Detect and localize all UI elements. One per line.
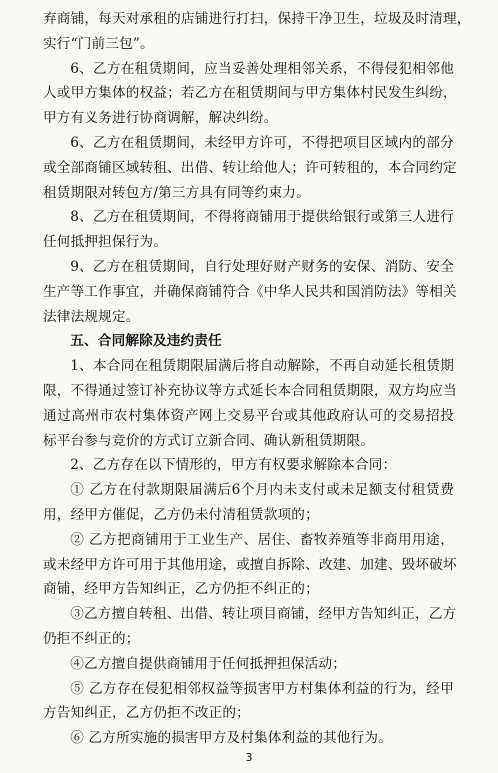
text-line: 法律法规规定。: [43, 308, 140, 325]
text-line: 1、本合同在租赁期限届满后将自动解除，不再自动延长租赁期: [70, 358, 454, 375]
text-line: 9、乙方在租赁期间，自行处理好财产财务的安保、消防、安全: [70, 258, 454, 275]
text-line: 甲方有义务进行协商调解，解决纠纷。: [43, 110, 278, 127]
text-line: 人或甲方集体的权益；若乙方在租赁期间与甲方集体村民发生纠纷，: [43, 85, 457, 102]
text-line: ⑥ 乙方所实施的损害甲方及村集体利益的其他行为。: [70, 730, 392, 747]
text-line: 2、乙方存在以下情形的，甲方有权要求解除本合同：: [70, 457, 397, 474]
text-line: 弃商铺，每天对承租的店铺进行打扫，保持干净卫生，垃圾及时清理，: [43, 11, 471, 27]
text-line: 6、乙方在租赁期间，应当妥善处理相邻关系，不得侵犯相邻他: [70, 60, 454, 77]
body-text: [43, 7, 471, 751]
page-number: 3: [245, 751, 253, 764]
text-line: 仍拒不纠正的；: [43, 630, 140, 647]
text-line: ④乙方擅自提供商铺用于任何抵押担保活动；: [70, 655, 347, 672]
text-line: ⑤ 乙方存在侵犯相邻权益等损害甲方村集体利益的行为，经甲: [70, 680, 454, 697]
text-line: ③乙方擅自转租、出借、转让项目商铺，经甲方告知纠正，乙方: [70, 606, 457, 623]
text-line: 或全部商铺区域转租、出借、转让给他人；许可转租的，本合同约定: [43, 159, 457, 176]
text-line: 6、乙方在租赁期间，未经甲方许可，不得把项目区域内的部分: [70, 134, 454, 151]
text-line: 或未经甲方许可用于其他用途，或擅自拆除、改建、加建、毁坏破坏: [43, 556, 457, 573]
text-line: 标平台参与竞价的方式订立新合同、确认新租赁期限。: [43, 432, 375, 449]
text-line: ① 乙方在付款期限届满后6个月内未支付或未足额支付租赁费: [70, 482, 454, 499]
section-heading: 五、合同解除及违约责任: [70, 333, 222, 350]
text-line: 限，不得通过签订补充协议等方式延长本合同租赁期限，双方均应当: [43, 382, 457, 399]
text-line: 任何抵押担保行为。: [43, 234, 168, 251]
text-line: 通过高州市农村集体资产网上交易平台或其他政府认可的交易招投: [43, 407, 454, 424]
text-line: 租赁期限对转包方/第三方具有同等约束力。: [43, 184, 310, 201]
text-line: ② 乙方把商铺用于工业生产、居住、畜牧养殖等非商用用途，: [70, 531, 454, 548]
text-line: 8、乙方在租赁期间，不得将商铺用于提供给银行或第三人进行: [70, 209, 454, 226]
text-line: 生产等工作事宜，并确保商铺符合《中华人民共和国消防法》等相关: [43, 283, 457, 300]
text-line: 用，经甲方催促，乙方仍未付清租赁款项的；: [43, 506, 319, 523]
text-line: 实行“门前三包”。: [43, 35, 154, 52]
text-line: 商铺，经甲方告知纠正，乙方仍拒不纠正的；: [43, 581, 319, 598]
text-line: 方告知纠正，乙方仍拒不改正的；: [43, 705, 250, 722]
